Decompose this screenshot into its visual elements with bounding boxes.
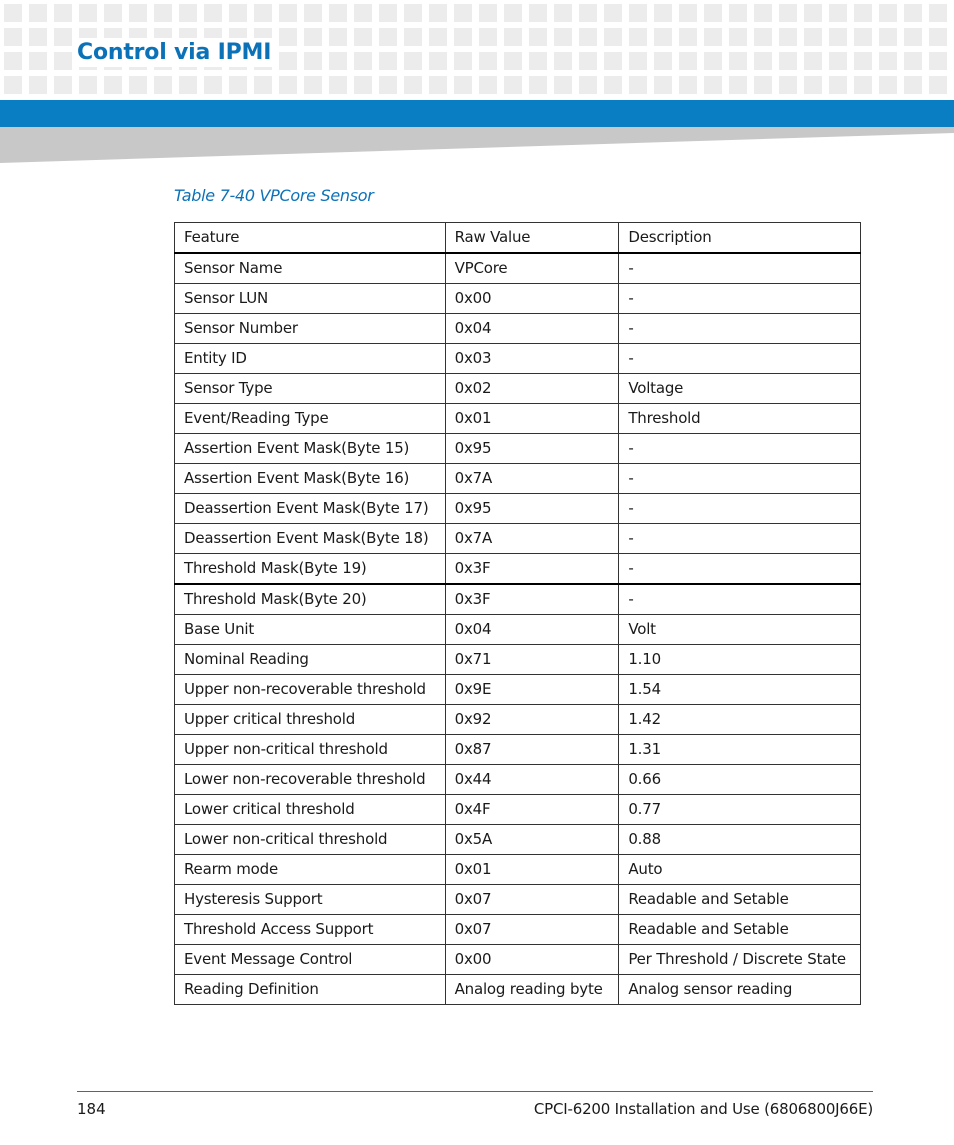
raw-value-cell: 0x95 <box>445 434 619 464</box>
header-tile <box>629 76 647 94</box>
header-tile <box>279 28 297 46</box>
header-tile <box>654 52 672 70</box>
header-tile <box>404 4 422 22</box>
header-tile <box>304 52 322 70</box>
header-tile <box>604 76 622 94</box>
feature-cell: Reading Definition <box>175 975 446 1005</box>
description-cell: - <box>619 344 861 374</box>
header-tile <box>79 4 97 22</box>
header-tile <box>454 52 472 70</box>
header-tile <box>854 52 872 70</box>
feature-cell: Sensor Number <box>175 314 446 344</box>
table-row <box>175 975 861 1005</box>
header-tile <box>354 52 372 70</box>
header-tile <box>379 76 397 94</box>
header-tile <box>154 4 172 22</box>
description-cell: - <box>619 524 861 554</box>
description-cell: - <box>619 494 861 524</box>
header-tile <box>179 4 197 22</box>
header-tile <box>829 28 847 46</box>
header-tile <box>804 28 822 46</box>
header-tile <box>904 52 922 70</box>
table-row <box>175 253 861 284</box>
feature-cell: Assertion Event Mask(Byte 16) <box>175 464 446 494</box>
header-tile <box>54 28 72 46</box>
header-tile <box>354 76 372 94</box>
description-cell: - <box>619 284 861 314</box>
table-header-row <box>175 223 861 254</box>
header-tile <box>879 28 897 46</box>
raw-value-cell: 0x07 <box>445 885 619 915</box>
header-tile <box>904 28 922 46</box>
header-tile <box>254 4 272 22</box>
header-tile <box>504 76 522 94</box>
feature-cell: Rearm mode <box>175 855 446 885</box>
header-tile <box>704 28 722 46</box>
raw-value-cell: 0x95 <box>445 494 619 524</box>
feature-cell: Sensor LUN <box>175 284 446 314</box>
header-tile <box>29 28 47 46</box>
description-cell: 1.10 <box>619 645 861 675</box>
header-tile <box>529 52 547 70</box>
header-tile <box>629 4 647 22</box>
header-tile <box>554 76 572 94</box>
sensor-table <box>174 222 861 1005</box>
header-tile <box>604 52 622 70</box>
header-tile <box>204 76 222 94</box>
raw-value-cell: 0x01 <box>445 855 619 885</box>
table-row <box>175 434 861 464</box>
table-row <box>175 615 861 645</box>
header-tile <box>604 4 622 22</box>
description-cell: Readable and Setable <box>619 885 861 915</box>
feature-cell: Base Unit <box>175 615 446 645</box>
table-row <box>175 584 861 615</box>
header-description: Description <box>619 223 861 254</box>
description-cell: - <box>619 554 861 585</box>
header-tile <box>279 76 297 94</box>
header-tile <box>404 76 422 94</box>
feature-cell: Lower non-critical threshold <box>175 825 446 855</box>
raw-value-cell: VPCore <box>445 253 619 284</box>
raw-value-cell: 0x04 <box>445 314 619 344</box>
header-tile <box>879 4 897 22</box>
header-tile <box>829 52 847 70</box>
header-tile <box>254 76 272 94</box>
header-tile <box>929 28 947 46</box>
raw-value-cell: 0x03 <box>445 344 619 374</box>
header-tile <box>679 52 697 70</box>
header-tile <box>404 52 422 70</box>
header-tile <box>779 52 797 70</box>
table-row <box>175 284 861 314</box>
feature-cell: Assertion Event Mask(Byte 15) <box>175 434 446 464</box>
description-cell: - <box>619 584 861 615</box>
raw-value-cell: 0x92 <box>445 705 619 735</box>
header-tile <box>29 4 47 22</box>
header-tile <box>354 28 372 46</box>
header-tile <box>754 28 772 46</box>
raw-value-cell: 0x04 <box>445 615 619 645</box>
header-tile <box>929 76 947 94</box>
description-cell: 1.31 <box>619 735 861 765</box>
header-tile <box>379 28 397 46</box>
raw-value-cell: 0x7A <box>445 464 619 494</box>
header-tile <box>379 52 397 70</box>
feature-cell: Sensor Name <box>175 253 446 284</box>
raw-value-cell: 0x71 <box>445 645 619 675</box>
header-tile <box>779 4 797 22</box>
header-tile <box>679 76 697 94</box>
raw-value-cell: 0x3F <box>445 584 619 615</box>
header-tile <box>754 76 772 94</box>
table-row <box>175 374 861 404</box>
raw-value-cell: 0x00 <box>445 945 619 975</box>
header-tile <box>754 52 772 70</box>
header-tile <box>729 4 747 22</box>
header-tile <box>729 52 747 70</box>
header-tile <box>4 28 22 46</box>
table-row <box>175 885 861 915</box>
footer-rule <box>77 1091 873 1092</box>
table-row <box>175 404 861 434</box>
raw-value-cell: 0x87 <box>445 735 619 765</box>
feature-cell: Threshold Mask(Byte 19) <box>175 554 446 585</box>
header-tile <box>579 4 597 22</box>
header-tile <box>329 76 347 94</box>
description-cell: 0.66 <box>619 765 861 795</box>
table-row <box>175 705 861 735</box>
description-cell: - <box>619 434 861 464</box>
header-tile <box>329 52 347 70</box>
header-tile <box>154 76 172 94</box>
table-row <box>175 765 861 795</box>
header-band <box>0 100 954 127</box>
header-tile <box>104 76 122 94</box>
header-tile <box>604 28 622 46</box>
header-tile <box>804 4 822 22</box>
raw-value-cell: 0x00 <box>445 284 619 314</box>
header-tile <box>304 76 322 94</box>
header-tile <box>304 4 322 22</box>
description-cell: 0.77 <box>619 795 861 825</box>
header-tile <box>179 76 197 94</box>
page-number: 184 <box>77 1100 106 1118</box>
table-row <box>175 945 861 975</box>
header-tile <box>429 4 447 22</box>
header-tile <box>479 28 497 46</box>
header-tile <box>854 4 872 22</box>
header-tile <box>679 4 697 22</box>
header-tile <box>429 76 447 94</box>
header-tile <box>654 76 672 94</box>
header-tile <box>129 76 147 94</box>
table-row <box>175 344 861 374</box>
header-tile <box>504 52 522 70</box>
header-tile <box>329 28 347 46</box>
header-tile <box>479 4 497 22</box>
feature-cell: Sensor Type <box>175 374 446 404</box>
description-cell: Analog sensor reading <box>619 975 861 1005</box>
feature-cell: Upper non-critical threshold <box>175 735 446 765</box>
description-cell: Threshold <box>619 404 861 434</box>
header-tile <box>54 52 72 70</box>
table-row <box>175 795 861 825</box>
header-tile <box>754 4 772 22</box>
header-tile <box>129 4 147 22</box>
header-tile <box>554 4 572 22</box>
table-caption: Table 7-40 VPCore Sensor <box>174 186 374 205</box>
table-row <box>175 464 861 494</box>
header-tile <box>779 76 797 94</box>
header-tile <box>454 28 472 46</box>
header-tile <box>729 28 747 46</box>
raw-value-cell: 0x01 <box>445 404 619 434</box>
header-tile <box>829 76 847 94</box>
header-swoosh <box>0 127 954 163</box>
raw-value-cell: 0x02 <box>445 374 619 404</box>
header-tile <box>54 76 72 94</box>
header-tile <box>479 76 497 94</box>
header-tile <box>29 52 47 70</box>
raw-value-cell: 0x5A <box>445 825 619 855</box>
feature-cell: Threshold Mask(Byte 20) <box>175 584 446 615</box>
header-tile <box>704 52 722 70</box>
header-tile <box>229 4 247 22</box>
header-tile <box>729 76 747 94</box>
header-tile <box>429 52 447 70</box>
feature-cell: Entity ID <box>175 344 446 374</box>
header-tile <box>854 76 872 94</box>
header-tile <box>354 4 372 22</box>
header-tile <box>404 28 422 46</box>
table-row <box>175 314 861 344</box>
header-tile <box>554 28 572 46</box>
header-tile <box>554 52 572 70</box>
header-tile <box>4 52 22 70</box>
description-cell: - <box>619 314 861 344</box>
table-row <box>175 554 861 585</box>
feature-cell: Event Message Control <box>175 945 446 975</box>
table-row <box>175 524 861 554</box>
header-tile <box>579 76 597 94</box>
header-tile <box>704 4 722 22</box>
header-tile <box>929 52 947 70</box>
header-tile <box>54 4 72 22</box>
header-tile <box>279 4 297 22</box>
header-tile <box>654 28 672 46</box>
document-reference: CPCI-6200 Installation and Use (6806800J66E) <box>533 1100 873 1118</box>
header-tile <box>804 52 822 70</box>
description-cell: 1.42 <box>619 705 861 735</box>
header-tile <box>379 4 397 22</box>
feature-cell: Event/Reading Type <box>175 404 446 434</box>
header-tile <box>879 76 897 94</box>
feature-cell: Nominal Reading <box>175 645 446 675</box>
header-tile <box>529 76 547 94</box>
header-tile <box>4 76 22 94</box>
header-tile <box>529 4 547 22</box>
header-tile <box>629 28 647 46</box>
header-tile <box>579 52 597 70</box>
description-cell: - <box>619 253 861 284</box>
description-cell: Auto <box>619 855 861 885</box>
raw-value-cell: 0x7A <box>445 524 619 554</box>
header-tile <box>329 4 347 22</box>
header-tile <box>279 52 297 70</box>
table-row <box>175 675 861 705</box>
table-row <box>175 825 861 855</box>
header-tile <box>654 4 672 22</box>
header-tile <box>204 4 222 22</box>
description-cell: Volt <box>619 615 861 645</box>
header-tile <box>104 4 122 22</box>
feature-cell: Lower critical threshold <box>175 795 446 825</box>
header-tile <box>304 28 322 46</box>
feature-cell: Hysteresis Support <box>175 885 446 915</box>
description-cell: Readable and Setable <box>619 915 861 945</box>
header-tile <box>454 76 472 94</box>
feature-cell: Upper critical threshold <box>175 705 446 735</box>
page-title: Control via IPMI <box>77 38 277 67</box>
description-cell: 0.88 <box>619 825 861 855</box>
header-tile <box>904 4 922 22</box>
raw-value-cell: 0x07 <box>445 915 619 945</box>
header-tile <box>854 28 872 46</box>
feature-cell: Lower non-recoverable threshold <box>175 765 446 795</box>
raw-value-cell: Analog reading byte <box>445 975 619 1005</box>
feature-cell: Upper non-recoverable threshold <box>175 675 446 705</box>
table-row <box>175 915 861 945</box>
table-row <box>175 855 861 885</box>
header-tile <box>529 28 547 46</box>
header-tile <box>29 76 47 94</box>
header-raw-value: Raw Value <box>445 223 619 254</box>
header-tile <box>479 52 497 70</box>
table-row <box>175 645 861 675</box>
header-tile <box>929 4 947 22</box>
header-tile <box>779 28 797 46</box>
raw-value-cell: 0x44 <box>445 765 619 795</box>
description-cell: - <box>619 464 861 494</box>
header-feature: Feature <box>175 223 446 254</box>
header-tile <box>879 52 897 70</box>
header-tile <box>454 4 472 22</box>
feature-cell: Threshold Access Support <box>175 915 446 945</box>
raw-value-cell: 0x9E <box>445 675 619 705</box>
header-tile <box>504 28 522 46</box>
header-tile <box>679 28 697 46</box>
description-cell: Per Threshold / Discrete State <box>619 945 861 975</box>
feature-cell: Deassertion Event Mask(Byte 18) <box>175 524 446 554</box>
header-tile <box>229 76 247 94</box>
header-tile <box>829 4 847 22</box>
header-tile <box>804 76 822 94</box>
raw-value-cell: 0x3F <box>445 554 619 585</box>
table-row <box>175 494 861 524</box>
table-row <box>175 735 861 765</box>
header-tile <box>429 28 447 46</box>
header-tile <box>504 4 522 22</box>
feature-cell: Deassertion Event Mask(Byte 17) <box>175 494 446 524</box>
header-tile <box>629 52 647 70</box>
raw-value-cell: 0x4F <box>445 795 619 825</box>
header-tile <box>579 28 597 46</box>
header-tile <box>904 76 922 94</box>
header-tile <box>79 76 97 94</box>
header-tile <box>704 76 722 94</box>
header-tile <box>4 4 22 22</box>
description-cell: 1.54 <box>619 675 861 705</box>
description-cell: Voltage <box>619 374 861 404</box>
